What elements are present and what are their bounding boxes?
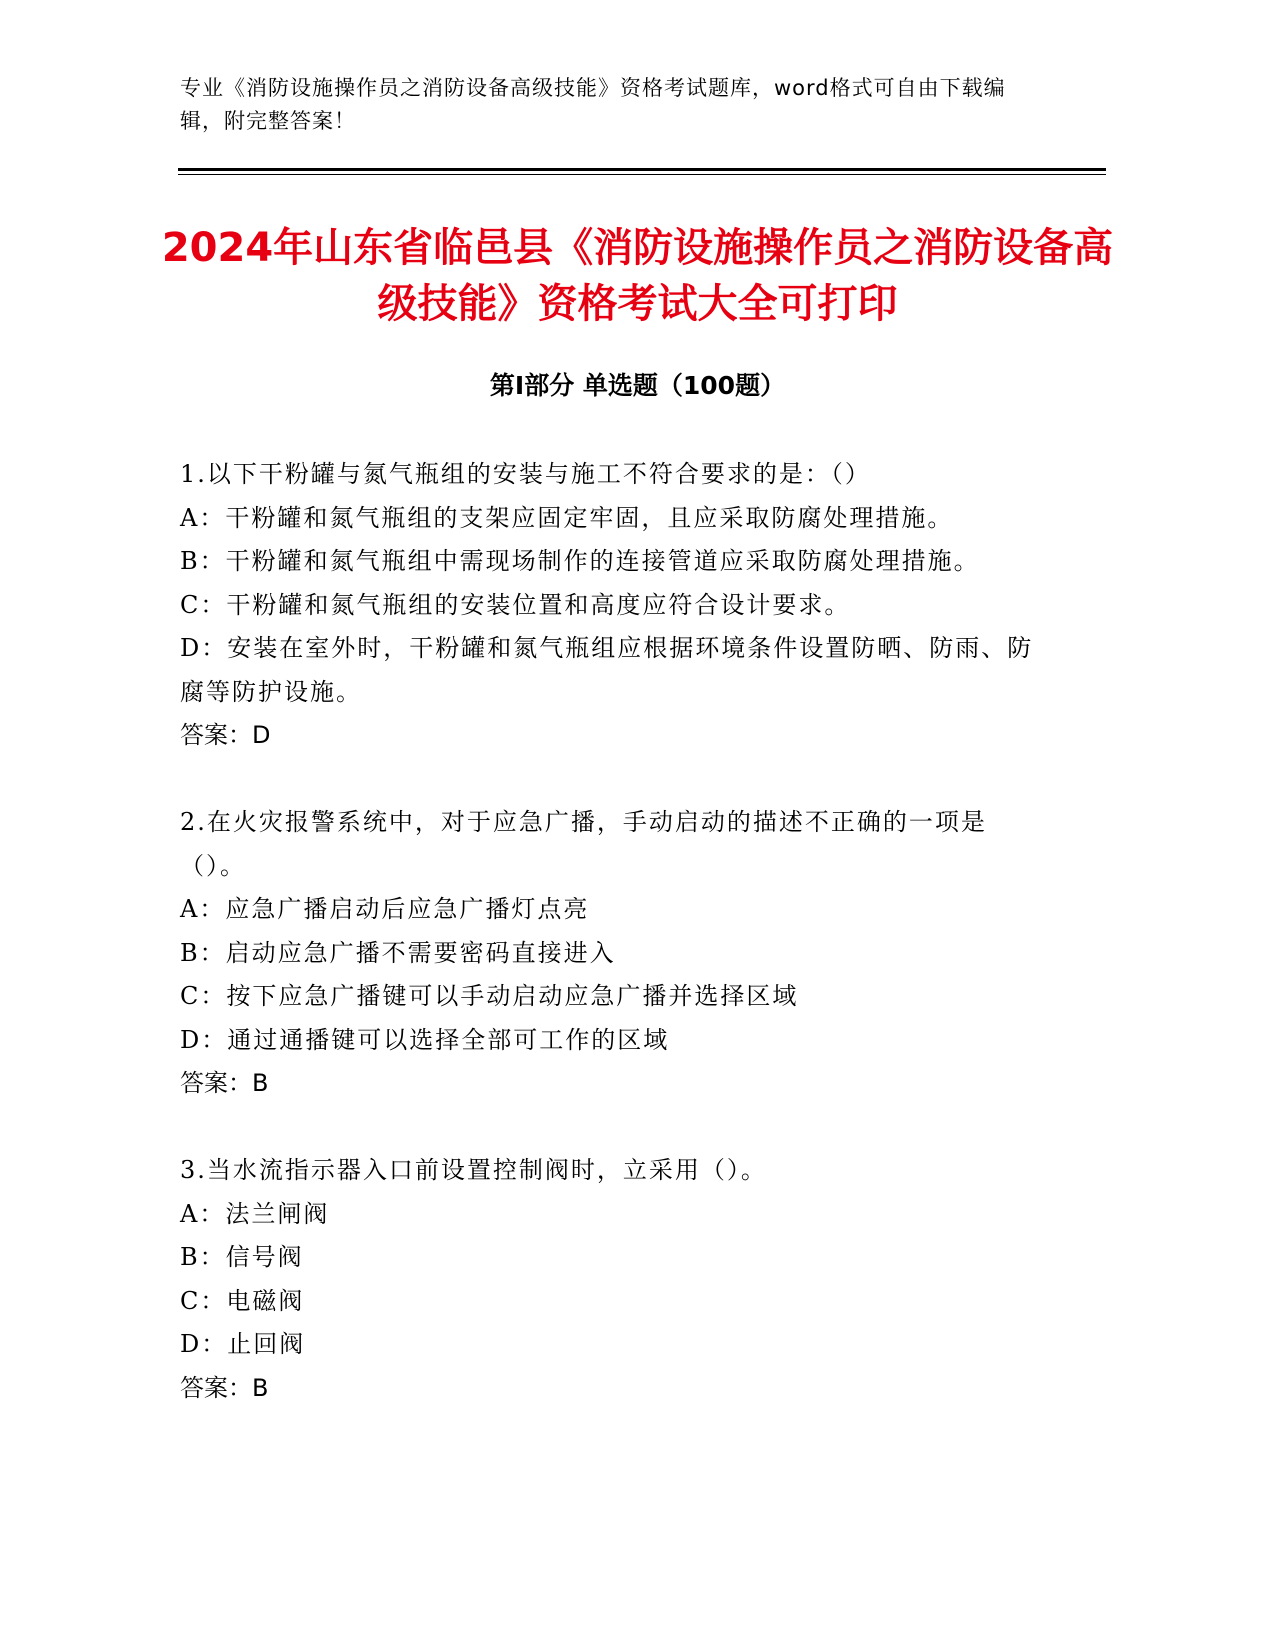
- option-d: D：安装在室外时，干粉罐和氮气瓶组应根据环境条件设置防晒、防雨、防腐等防护设施。: [180, 634, 1034, 706]
- option-b: B：干粉罐和氮气瓶组中需现场制作的连接管道应采取防腐处理措施。: [180, 547, 980, 575]
- question-block: [180, 801, 1040, 1106]
- question-stem: 2.在火灾报警系统中，对于应急广播，手动启动的描述不正确的一项是（）。: [180, 808, 987, 880]
- answer-line: 答案：D: [180, 721, 271, 749]
- header-divider-thick: [178, 168, 1106, 171]
- option-a: A：干粉罐和氮气瓶组的支架应固定牢固，且应采取防腐处理措施。: [180, 503, 954, 532]
- answer-line: 答案：B: [180, 1069, 269, 1097]
- question-block: [180, 1149, 1040, 1410]
- option-a: A：法兰闸阀: [180, 1199, 330, 1228]
- option-d: D：止回阀: [180, 1330, 306, 1358]
- option-c: C：干粉罐和氮气瓶组的安装位置和高度应符合设计要求。: [180, 590, 851, 619]
- question-block: [180, 453, 1040, 758]
- option-c: C：按下应急广播键可以手动启动应急广播并选择区域: [180, 982, 799, 1010]
- option-a: A：应急广播启动后应急广播灯点亮: [180, 895, 590, 923]
- question-stem: 3.当水流指示器入口前设置控制阀时，立采用（）。: [180, 1156, 767, 1184]
- header-note: 专业《消防设施操作员之消防设备高级技能》资格考试题库，word格式可自由下载编辑，附完整答案！: [180, 76, 1006, 133]
- section-heading: 第Ⅰ部分 单选题（100题）: [489, 371, 786, 400]
- header-divider-thin: [178, 174, 1106, 175]
- option-d: D：通过通播键可以选择全部可工作的区域: [180, 1025, 670, 1054]
- document-title: 2024年山东省临邑县《消防设施操作员之消防设备高级技能》资格考试大全可打印: [161, 225, 1114, 327]
- option-c: C：电磁阀: [180, 1286, 305, 1315]
- option-b: B：启动应急广播不需要密码直接进入: [180, 938, 616, 967]
- question-stem: 1.以下干粉罐与氮气瓶组的安装与施工不符合要求的是：（）: [180, 460, 871, 488]
- option-b: B：信号阀: [180, 1243, 304, 1271]
- answer-line: 答案：B: [180, 1373, 269, 1402]
